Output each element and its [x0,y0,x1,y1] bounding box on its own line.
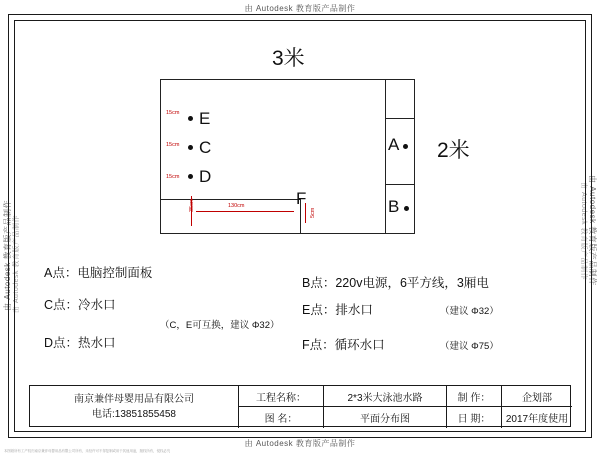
dimension-130cm: 130cm [228,203,245,209]
value-maker: 企划部 [502,386,572,407]
value-date: 2017年度使用 [505,414,569,425]
legend-note-e: （建议 Φ32） [440,306,499,317]
point-marker-dot-e [188,116,193,121]
watermark-left-small: 由 Autodesk 教育版产品制作 [13,215,20,314]
pool-notch-top-edge [160,199,301,200]
point-marker-dot-b [404,206,409,211]
value-project-name: 2*3米大泳池水路 [324,386,447,407]
legend-item-a: A点：电脑控制面板 [44,266,153,280]
title-block [29,385,571,427]
dimension-5cm: 5cm [310,207,316,218]
dimension-15cm-mid: 15cm [166,142,180,148]
legend-item-f: F点：循环水口 [302,338,385,352]
value-drawing-name: 平面分布图 [324,407,447,428]
point-label-d: D [199,167,212,186]
legend-note-ce: （C，E可互换，建议 Φ32） [160,320,280,331]
dimension-height-label: 2米 [437,139,470,162]
label-project-name: 工程名称： [239,386,324,407]
legend-item-d: D点：热水口 [44,336,116,350]
watermark-left: 由 Autodesk 教育版产品制作 [3,200,12,311]
watermark-top: 由 Autodesk 教育版产品制作 [244,4,356,13]
point-label-f: F [296,189,307,208]
dimension-15cm-low: 15cm [166,174,180,180]
point-marker-dot-d [188,174,193,179]
dimension-width-label: 3米 [272,47,305,70]
title-block-company [30,386,239,428]
watermark-right-small: 由 Autodesk 教育版产品制作 [580,182,587,281]
fine-print-notice: 本图纸所有工产权归南京兼伴母婴用品有限公司所有，未经许可不得复制或用于其他用途，版权所有，侵权必究 [4,449,171,453]
legend-item-c: C点：冷水口 [44,298,116,312]
legend-item-b: B点：220v电源，6平方线，3厢电 [302,276,489,290]
company-phone: 电话:13851855458 [92,409,176,420]
watermark-bottom: 由 Autodesk 教育版产品制作 [244,439,356,448]
dimension-35cm: 35cm [189,198,195,212]
point-label-e: E [199,109,211,128]
dimension-line-130cm [196,211,294,212]
point-label-b: B [388,197,400,216]
legend-item-e: E点：排水口 [302,303,373,317]
legend-note-f: （建议 Φ75） [440,341,499,352]
label-drawing-name: 图 名： [239,407,324,428]
dimension-15cm-top: 15cm [166,110,180,116]
watermark-right: 由 Autodesk 教育版产品制作 [588,175,597,286]
point-marker-dot-a [403,144,408,149]
point-label-a: A [388,135,400,154]
label-date: 日 期： [447,407,502,428]
point-label-c: C [199,138,212,157]
company-name: 南京兼伴母婴用品有限公司 [74,394,194,405]
point-marker-dot-c [188,145,193,150]
label-maker: 制 作： [447,386,502,407]
dimension-line-5cm [305,203,306,223]
